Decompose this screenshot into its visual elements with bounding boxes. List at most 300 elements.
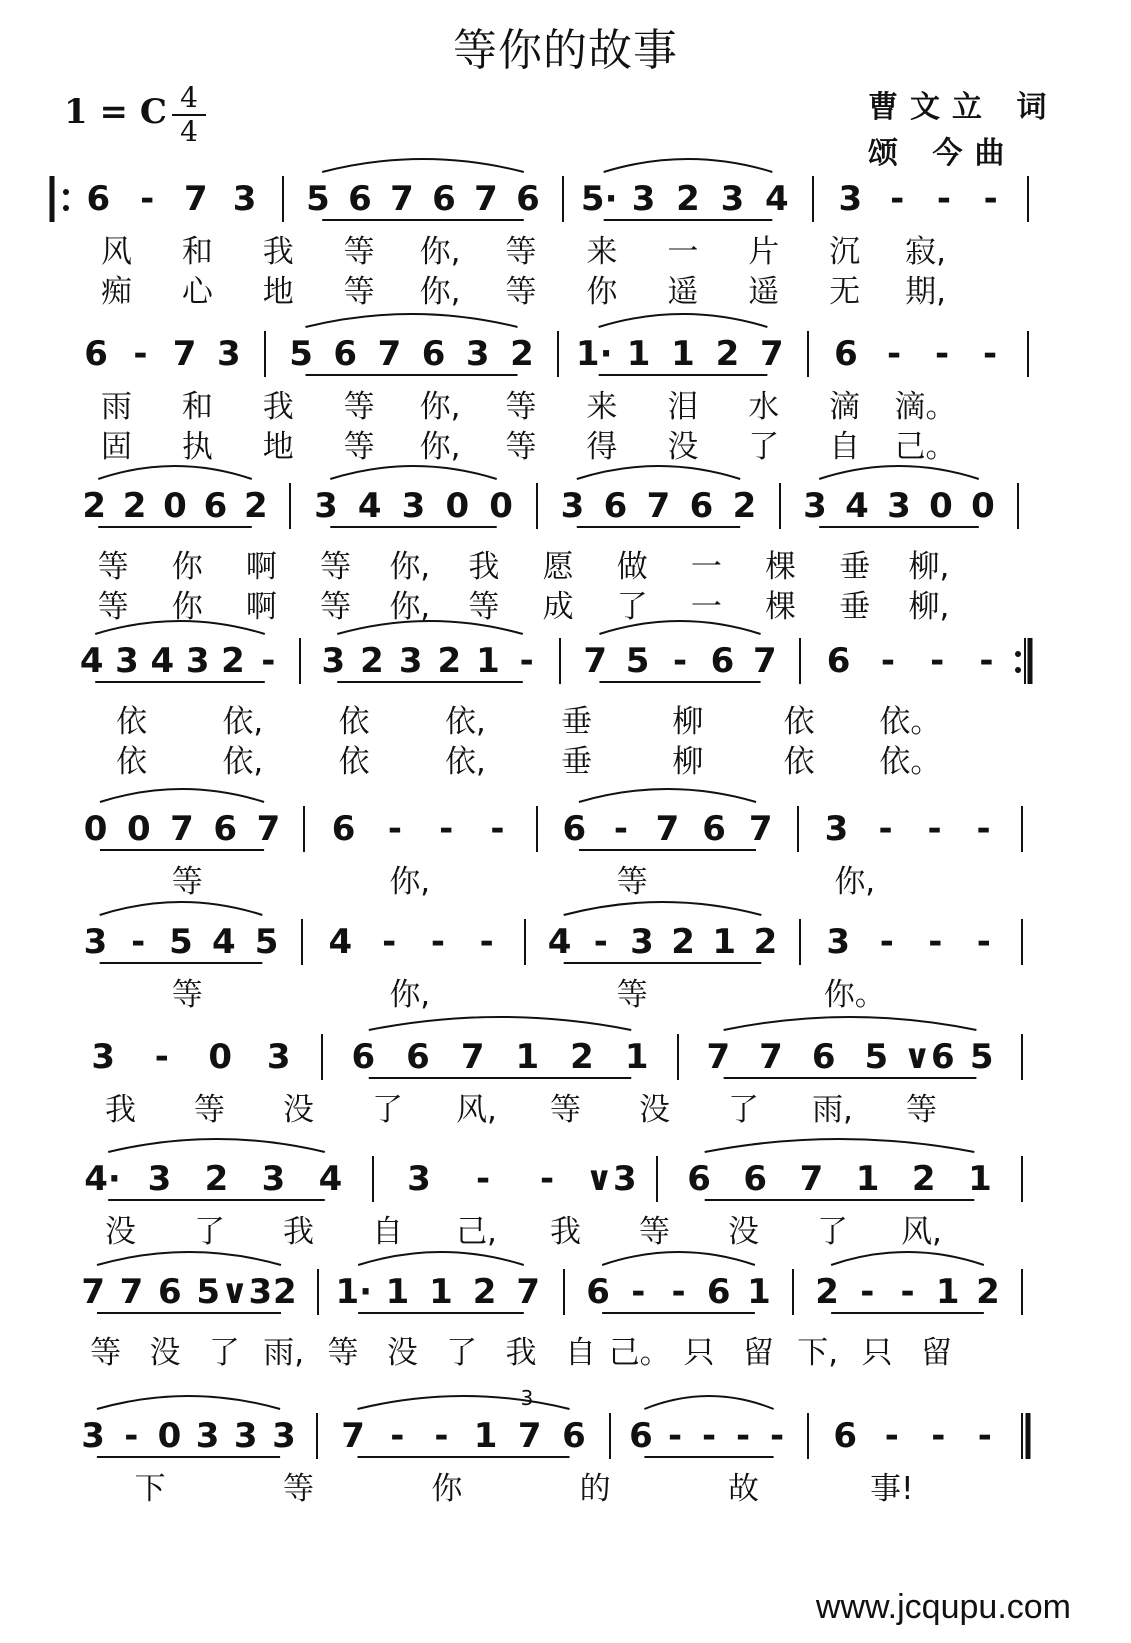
lyric-char: 柳, bbox=[908, 549, 950, 585]
note: 0 bbox=[489, 486, 513, 526]
note: 3 bbox=[81, 1416, 105, 1456]
lyric-char: 你 bbox=[586, 274, 618, 310]
lyric-char: 了 bbox=[728, 1092, 759, 1128]
lyric-char: 自 bbox=[372, 1214, 403, 1250]
repeat-dot bbox=[1015, 667, 1021, 673]
note: 2 bbox=[753, 922, 778, 962]
lyric-char: 等 bbox=[505, 429, 537, 465]
key-signature: 1 = C bbox=[64, 92, 167, 132]
dash-note: - bbox=[434, 1416, 449, 1456]
note: 2 bbox=[204, 1159, 229, 1199]
note: 2 bbox=[437, 641, 462, 681]
note: 6 bbox=[811, 1037, 836, 1077]
lyric-char: 你。 bbox=[823, 977, 886, 1013]
lyric-char: 风, bbox=[456, 1092, 497, 1128]
lyric-char: 了 bbox=[208, 1335, 240, 1371]
note: 4 bbox=[764, 179, 789, 219]
lyric-char: 自 bbox=[829, 429, 861, 465]
lyric-char: 依 bbox=[116, 744, 148, 780]
lyric-char: 等 bbox=[327, 1335, 359, 1371]
lyric-char: 没 bbox=[283, 1092, 314, 1128]
note: 6 bbox=[833, 1416, 858, 1456]
note: 1 bbox=[515, 1037, 540, 1077]
slur bbox=[322, 159, 524, 172]
lyricist-credit: 曹文立 词 bbox=[868, 90, 1059, 125]
note: 7 bbox=[759, 1037, 783, 1077]
note: 0 bbox=[126, 809, 151, 849]
dash-note: - bbox=[886, 334, 902, 374]
note: 2 bbox=[243, 486, 268, 526]
lyric-char: 留 bbox=[742, 1335, 774, 1371]
lyric-char: 依 bbox=[338, 704, 370, 740]
lyric-char: 你, bbox=[389, 589, 431, 625]
lyric-char: 你, bbox=[834, 864, 876, 900]
lyric-char: 等 bbox=[468, 589, 500, 625]
lyric-char: 沉 bbox=[829, 234, 861, 270]
note: 7 bbox=[517, 1416, 542, 1456]
lyric-char: 我 bbox=[105, 1092, 136, 1128]
lyric-char: 等 bbox=[194, 1092, 225, 1128]
lyric-char: 依 bbox=[116, 704, 148, 740]
note: 3 bbox=[398, 641, 423, 681]
lyric-char: 事! bbox=[870, 1471, 914, 1507]
lyric-char: 等 bbox=[343, 429, 375, 465]
note: 3 bbox=[232, 179, 257, 219]
meter-top: 4 bbox=[180, 81, 198, 114]
note: 2 bbox=[360, 641, 384, 681]
note: 6 bbox=[562, 1416, 586, 1456]
dash-note: - bbox=[769, 1416, 785, 1456]
lyric-char: 执 bbox=[181, 429, 213, 465]
note: 3 bbox=[266, 1037, 291, 1077]
note: 6 bbox=[432, 179, 456, 219]
note: 3 bbox=[217, 334, 241, 374]
note: 6 bbox=[331, 809, 356, 849]
lyric-char: 滴 bbox=[829, 389, 861, 425]
page-title: 等你的故事 bbox=[453, 25, 678, 76]
lyric-char: 地 bbox=[262, 274, 294, 310]
note: 3 bbox=[720, 179, 745, 219]
note: 6 bbox=[710, 641, 735, 681]
lyric-char: 棵 bbox=[765, 589, 797, 625]
note: ∨6 bbox=[903, 1037, 955, 1077]
note: 3 bbox=[185, 641, 210, 681]
lyric-char: 等 bbox=[343, 274, 375, 310]
dash-note: - bbox=[131, 922, 146, 962]
dash-note: - bbox=[931, 1416, 946, 1456]
lyric-char: 你, bbox=[419, 274, 461, 310]
note: 6 bbox=[629, 1416, 653, 1456]
lyric-char: 雨, bbox=[263, 1335, 305, 1371]
repeat-dot bbox=[63, 189, 69, 195]
note: 0 bbox=[929, 486, 953, 526]
lyric-char: 没 bbox=[386, 1335, 418, 1371]
lyric-char: 等 bbox=[171, 864, 203, 900]
dash-note: - bbox=[735, 1416, 751, 1456]
slur bbox=[100, 902, 263, 915]
note: 2 bbox=[472, 1272, 497, 1312]
dash-note: - bbox=[519, 641, 534, 681]
note: 6 bbox=[706, 1272, 731, 1312]
lyric-char: 等 bbox=[906, 1092, 937, 1128]
lyric-char: 等 bbox=[616, 977, 648, 1013]
slur bbox=[599, 314, 768, 327]
note: 2 bbox=[911, 1159, 936, 1199]
note: 0 bbox=[971, 486, 995, 526]
note: 6 bbox=[406, 1037, 430, 1077]
slur bbox=[358, 1396, 570, 1409]
note: 1 bbox=[473, 1416, 498, 1456]
lyric-char: 片 bbox=[748, 234, 780, 270]
lyric-char: 你 bbox=[431, 1471, 463, 1507]
dash-note: - bbox=[490, 809, 505, 849]
lyric-char: 等 bbox=[320, 589, 352, 625]
note: 0 bbox=[157, 1416, 182, 1456]
lyric-char: 和 bbox=[181, 234, 213, 270]
slur bbox=[577, 466, 740, 479]
note: 6 bbox=[351, 1037, 376, 1077]
lyric-char: 等 bbox=[343, 389, 375, 425]
lyric-char: 等 bbox=[505, 389, 537, 425]
lyric-char: 自 bbox=[564, 1335, 596, 1371]
dash-note: - bbox=[860, 1272, 875, 1312]
lyric-char: 没 bbox=[667, 429, 699, 465]
slur bbox=[724, 1017, 977, 1030]
note: 1· bbox=[335, 1272, 373, 1312]
lyric-char: 等 bbox=[171, 977, 203, 1013]
note: 1 bbox=[968, 1159, 992, 1199]
note: 5 bbox=[306, 179, 330, 219]
lyric-char: 了 bbox=[616, 589, 648, 625]
lyric-char: 期, bbox=[905, 274, 946, 310]
note: 4 bbox=[547, 922, 572, 962]
dash-note: - bbox=[976, 809, 991, 849]
note: 4· bbox=[84, 1159, 121, 1199]
note: 7 bbox=[460, 1037, 485, 1077]
lyric-char: 来 bbox=[586, 389, 618, 425]
dash-note: - bbox=[979, 641, 994, 681]
lyric-char: 己。 bbox=[608, 1335, 671, 1371]
lyric-char: 柳 bbox=[672, 744, 704, 780]
dash-note: - bbox=[879, 922, 894, 962]
note: 7 bbox=[170, 809, 194, 849]
lyric-char: 等 bbox=[283, 1471, 314, 1507]
dash-note: - bbox=[133, 334, 148, 374]
note: 4 bbox=[150, 641, 175, 681]
note: 7 bbox=[184, 179, 208, 219]
note: 3 bbox=[272, 1416, 296, 1456]
lyric-char: 心 bbox=[181, 274, 213, 310]
lyric-char: 地 bbox=[262, 429, 294, 465]
dash-note: - bbox=[382, 922, 397, 962]
note: 3 bbox=[233, 1416, 258, 1456]
repeat-dot bbox=[63, 205, 69, 211]
note: 4 bbox=[79, 641, 104, 681]
note: 3 bbox=[195, 1416, 220, 1456]
note: 4 bbox=[328, 922, 353, 962]
note: 6 bbox=[203, 486, 228, 526]
lyric-char: 等 bbox=[505, 274, 537, 310]
note: 3 bbox=[630, 922, 654, 962]
note: 6 bbox=[826, 641, 851, 681]
lyric-char: 的 bbox=[579, 1471, 611, 1507]
lyric-char: 泪 bbox=[667, 389, 699, 425]
note: 2 bbox=[715, 334, 740, 374]
dash-note: - bbox=[261, 641, 276, 681]
note: 1 bbox=[624, 1037, 649, 1077]
lyric-char: 愿 bbox=[542, 549, 574, 585]
dash-note: - bbox=[878, 809, 893, 849]
slur bbox=[369, 1017, 631, 1030]
triplet-mark: 3 bbox=[520, 1386, 534, 1410]
lyric-char: 依, bbox=[222, 704, 264, 740]
lyric-char: 遥 bbox=[748, 274, 780, 310]
lyric-char: 寂, bbox=[905, 234, 946, 270]
lyric-char: 我 bbox=[283, 1214, 314, 1250]
dash-note: - bbox=[613, 809, 628, 849]
dash-note: - bbox=[976, 922, 991, 962]
note: 1 bbox=[935, 1272, 960, 1312]
note: 6 bbox=[586, 1272, 610, 1312]
lyric-char: 我 bbox=[262, 389, 294, 425]
meter-bottom: 4 bbox=[180, 115, 198, 148]
note: 5 bbox=[169, 922, 193, 962]
slur bbox=[819, 466, 979, 479]
lyric-char: 依, bbox=[222, 744, 264, 780]
dash-note: - bbox=[387, 809, 402, 849]
dash-note: - bbox=[475, 1159, 491, 1199]
lyric-char: 故 bbox=[728, 1471, 759, 1507]
dash-note: - bbox=[900, 1272, 915, 1312]
note: 3 bbox=[321, 641, 346, 681]
dash-note: - bbox=[880, 641, 895, 681]
dash-note: - bbox=[983, 179, 998, 219]
lyric-char: 了 bbox=[194, 1214, 225, 1250]
lyric-char: 棵 bbox=[765, 549, 797, 585]
note: 6 bbox=[86, 179, 111, 219]
lyric-char: 了 bbox=[748, 429, 780, 465]
lyric-char: 依 bbox=[338, 744, 370, 780]
lyric-char: 一 bbox=[667, 234, 699, 270]
lyric-char: 了 bbox=[446, 1335, 478, 1371]
note: 3 bbox=[824, 809, 849, 849]
slur bbox=[579, 789, 756, 802]
note: 3 bbox=[803, 486, 827, 526]
lyric-char: 依 bbox=[783, 744, 815, 780]
lyric-char: 己, bbox=[456, 1214, 497, 1250]
note: ∨3 bbox=[585, 1159, 637, 1199]
lyric-char: 没 bbox=[149, 1335, 181, 1371]
note: 7 bbox=[256, 809, 281, 849]
slur bbox=[604, 159, 773, 172]
note: 7 bbox=[655, 809, 680, 849]
dash-note: - bbox=[928, 922, 943, 962]
note: 6 bbox=[603, 486, 628, 526]
note: 6 bbox=[834, 334, 858, 374]
lyric-char: 等 bbox=[90, 1335, 122, 1371]
note: 3 bbox=[407, 1159, 431, 1199]
dash-note: - bbox=[140, 179, 155, 219]
note: 3 bbox=[115, 641, 139, 681]
lyric-char: 啊 bbox=[245, 549, 277, 585]
slur bbox=[306, 314, 518, 327]
note: 6 bbox=[421, 334, 446, 374]
lyric-char: 垂 bbox=[839, 589, 871, 625]
note: 2 bbox=[221, 641, 245, 681]
lyric-char: 只 bbox=[683, 1335, 715, 1371]
slur bbox=[97, 1396, 280, 1409]
lyric-char: 了 bbox=[817, 1214, 848, 1250]
note: 0 bbox=[83, 809, 108, 849]
note: 7 bbox=[748, 809, 773, 849]
lyric-char: 等 bbox=[97, 549, 129, 585]
note: 1 bbox=[712, 922, 737, 962]
lyric-char: 等 bbox=[97, 589, 129, 625]
lyric-char: 我 bbox=[505, 1335, 537, 1371]
note: 1 bbox=[626, 334, 651, 374]
lyric-char: 你, bbox=[419, 389, 461, 425]
lyric-char: 依, bbox=[444, 704, 486, 740]
note: 6 bbox=[562, 809, 587, 849]
lyric-char: 等 bbox=[550, 1092, 581, 1128]
lyric-char: 和 bbox=[181, 389, 213, 425]
lyric-char: 你 bbox=[171, 589, 203, 625]
repeat-dot bbox=[1015, 651, 1021, 657]
note: 5 bbox=[969, 1037, 994, 1077]
dash-note: - bbox=[124, 1416, 139, 1456]
note: ∨3 bbox=[220, 1272, 273, 1312]
note: 5 bbox=[254, 922, 279, 962]
lyric-char: 垂 bbox=[561, 744, 593, 780]
lyric-char: 等 bbox=[320, 549, 352, 585]
dash-note: - bbox=[982, 334, 998, 374]
note: 3 bbox=[83, 922, 108, 962]
note: 7 bbox=[474, 179, 498, 219]
note: 2 bbox=[976, 1272, 1000, 1312]
lyric-char: 下, bbox=[797, 1335, 839, 1371]
dash-note: - bbox=[672, 641, 688, 681]
note: 2 bbox=[815, 1272, 839, 1312]
note: 4 bbox=[211, 922, 236, 962]
note: 1 bbox=[476, 641, 500, 681]
note: 3 bbox=[465, 334, 490, 374]
note: 3 bbox=[631, 179, 656, 219]
lyric-char: 固 bbox=[100, 429, 132, 465]
note: 6 bbox=[213, 809, 238, 849]
note: 2 bbox=[570, 1037, 594, 1077]
note: 0 bbox=[445, 486, 470, 526]
note: 7 bbox=[646, 486, 671, 526]
lyric-char: 做 bbox=[616, 549, 648, 585]
note: 7 bbox=[752, 641, 777, 681]
slur bbox=[97, 1252, 281, 1265]
note: 1 bbox=[385, 1272, 410, 1312]
note: 7 bbox=[172, 334, 197, 374]
dash-note: - bbox=[930, 641, 945, 681]
note: 6 bbox=[687, 1159, 711, 1199]
lyric-char: 成 bbox=[542, 589, 574, 625]
lyric-char: 你, bbox=[389, 549, 431, 585]
lyric-char: 等 bbox=[505, 234, 537, 270]
dash-note: - bbox=[430, 922, 445, 962]
note: 1 bbox=[855, 1159, 880, 1199]
note: 7 bbox=[583, 641, 608, 681]
note: 7 bbox=[759, 334, 784, 374]
dash-note: - bbox=[154, 1037, 169, 1077]
note: 2 bbox=[676, 179, 700, 219]
note: 2 bbox=[510, 334, 534, 374]
note: 1 bbox=[671, 334, 695, 374]
dash-note: - bbox=[890, 179, 905, 219]
lyric-char: 没 bbox=[728, 1214, 759, 1250]
note: 7 bbox=[341, 1416, 365, 1456]
lyric-char: 你, bbox=[389, 864, 431, 900]
dash-note: - bbox=[479, 922, 494, 962]
note: 1 bbox=[747, 1272, 771, 1312]
dash-note: - bbox=[631, 1272, 646, 1312]
lyric-char: 你, bbox=[389, 977, 431, 1013]
footer-website: www.jcqupu.com bbox=[815, 1588, 1071, 1626]
slur bbox=[98, 466, 252, 479]
note: 2 bbox=[272, 1272, 297, 1312]
note: 1 bbox=[429, 1272, 453, 1312]
lyric-char: 没 bbox=[105, 1214, 136, 1250]
lyric-char: 滴。 bbox=[894, 389, 957, 425]
lyric-char: 得 bbox=[586, 429, 618, 465]
note: 5 bbox=[289, 334, 313, 374]
lyric-char: 了 bbox=[372, 1092, 403, 1128]
note: 5 bbox=[196, 1272, 221, 1312]
note: 5· bbox=[580, 179, 618, 219]
note: 7 bbox=[81, 1272, 106, 1312]
note: 6 bbox=[348, 179, 372, 219]
lyric-char: 我 bbox=[468, 549, 500, 585]
note: 2 bbox=[82, 486, 107, 526]
note: 0 bbox=[163, 486, 187, 526]
note: 3 bbox=[887, 486, 911, 526]
note: 5 bbox=[625, 641, 650, 681]
lyric-char: 啊 bbox=[245, 589, 277, 625]
lyric-char: 柳, bbox=[908, 589, 950, 625]
note: 4 bbox=[845, 486, 869, 526]
lyric-char: 痴 bbox=[100, 274, 132, 310]
lyric-char: 你, bbox=[419, 429, 461, 465]
lyric-char: 无 bbox=[829, 274, 861, 310]
note: 6 bbox=[516, 179, 540, 219]
composer-credit: 颂 今曲 bbox=[868, 136, 1017, 171]
note: 6 bbox=[743, 1159, 768, 1199]
note: 7 bbox=[390, 179, 414, 219]
lyric-char: 下 bbox=[134, 1471, 166, 1507]
note: 2 bbox=[732, 486, 757, 526]
lyric-char: 风, bbox=[901, 1214, 942, 1250]
dash-note: - bbox=[701, 1416, 717, 1456]
note: 6 bbox=[84, 334, 108, 374]
slur bbox=[100, 789, 264, 802]
dash-note: - bbox=[671, 1272, 686, 1312]
lyric-char: 你 bbox=[171, 549, 203, 585]
lyric-char: 依 bbox=[783, 704, 815, 740]
lyric-char: 依。 bbox=[879, 744, 942, 780]
note: 7 bbox=[516, 1272, 541, 1312]
note: 7 bbox=[377, 334, 402, 374]
lyric-char: 来 bbox=[586, 234, 618, 270]
note: 6 bbox=[333, 334, 358, 374]
lyric-char: 依, bbox=[444, 744, 486, 780]
lyric-char: 只 bbox=[861, 1335, 893, 1371]
lyric-char: 留 bbox=[920, 1335, 952, 1371]
lyric-char: 己。 bbox=[894, 429, 957, 465]
